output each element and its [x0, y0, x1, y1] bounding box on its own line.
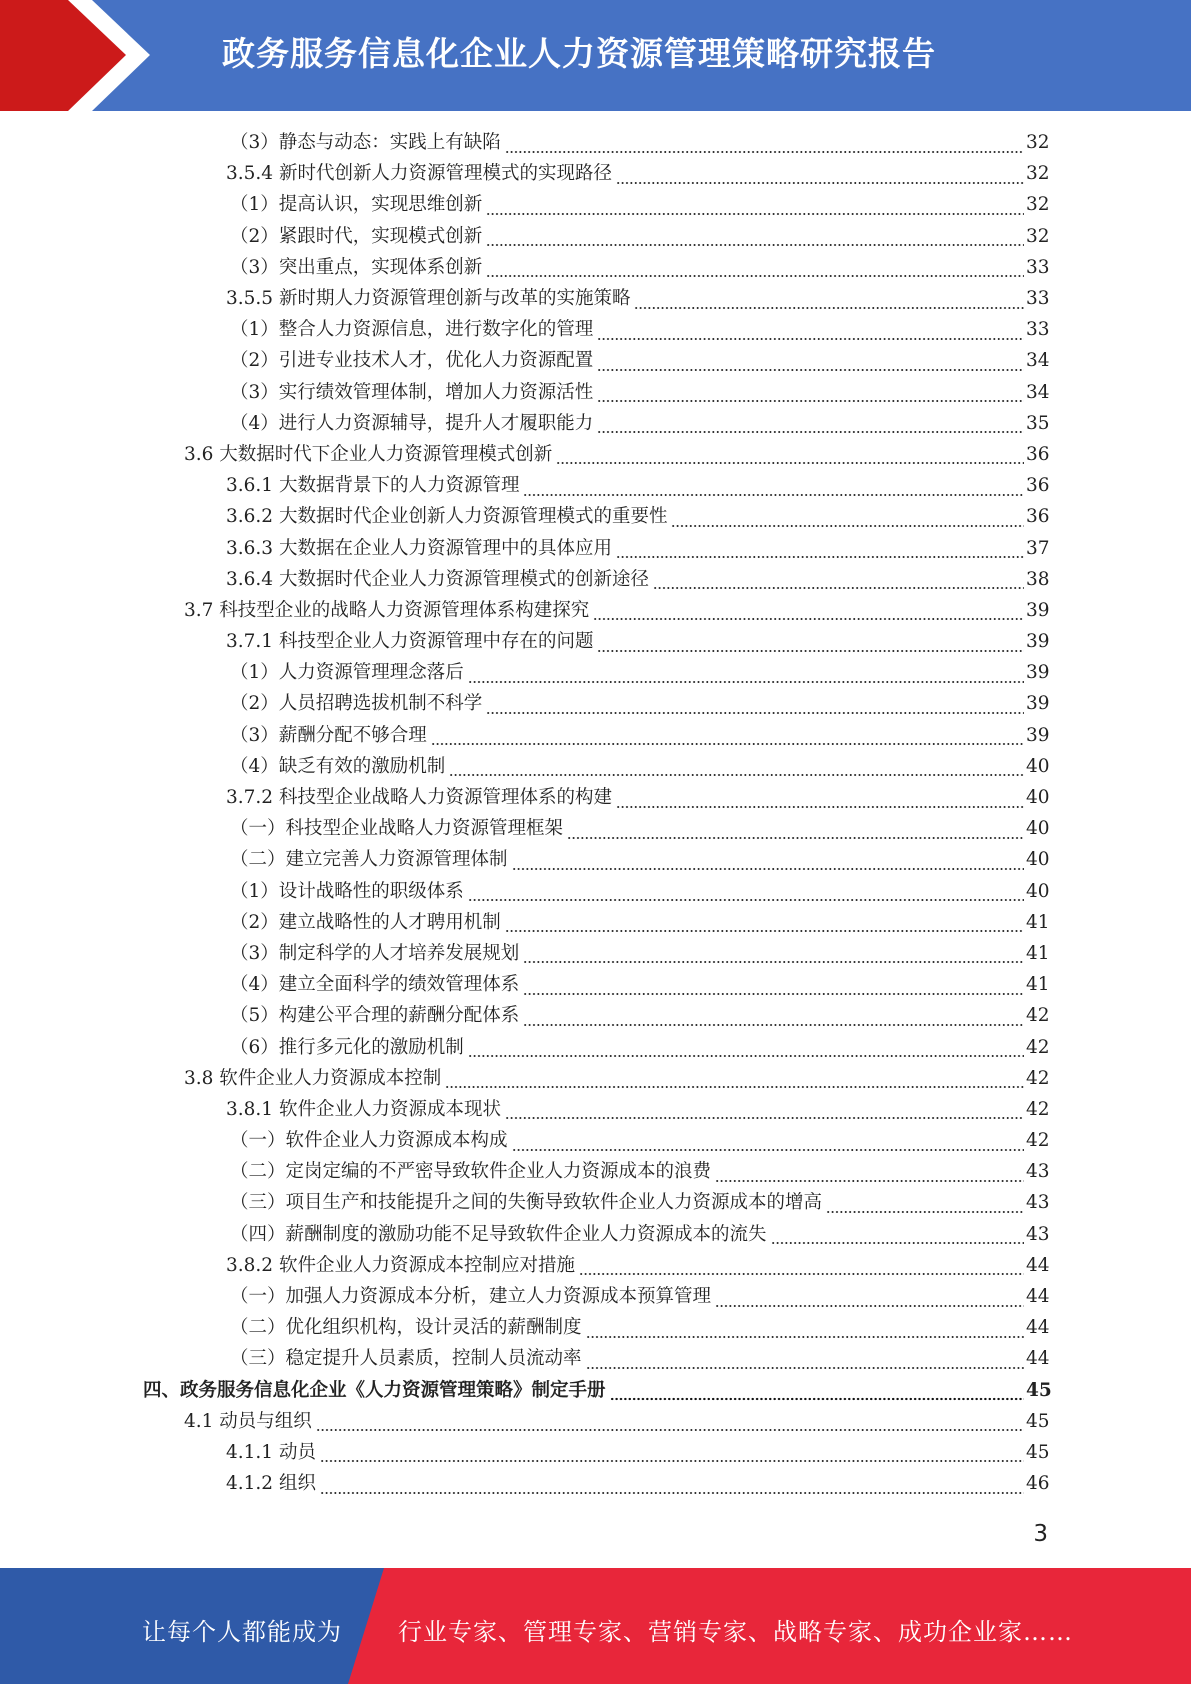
toc-entry-page: 37: [1026, 537, 1050, 559]
toc-entry-label: 四、政务服务信息化企业《人力资源管理策略》制定手册: [143, 1379, 606, 1401]
toc-leader-dots: [567, 820, 1024, 840]
toc-entry[interactable]: [0, 127, 1048, 158]
toc-entry[interactable]: [0, 283, 1048, 314]
toc-leader-dots: [671, 508, 1024, 528]
toc-entry[interactable]: [0, 1063, 1048, 1094]
toc-leader-dots: [616, 789, 1024, 809]
toc-leader-dots: [597, 383, 1024, 403]
toc-entry-label: （3）突出重点，实现体系创新: [230, 256, 483, 278]
toc-entry[interactable]: [0, 532, 1048, 563]
toc-entry-page: 42: [1026, 1130, 1050, 1152]
toc-entry-label: （4）进行人力资源辅导，提升人才履职能力: [230, 412, 594, 434]
toc-leader-dots: [505, 134, 1024, 154]
toc-entry[interactable]: [0, 1125, 1048, 1156]
toc-entry[interactable]: [0, 1156, 1048, 1187]
toc-entry-page: 44: [1026, 1348, 1050, 1370]
toc-entry-label: （6）推行多元化的激励机制: [230, 1036, 464, 1058]
toc-entry-label: 3.6 大数据时代下企业人力资源管理模式创新: [184, 443, 553, 465]
toc-entry[interactable]: [0, 439, 1048, 470]
toc-entry-page: 39: [1026, 724, 1050, 746]
toc-entry-label: 3.6.3 大数据在企业人力资源管理中的具体应用: [226, 537, 612, 559]
toc-entry-label: （1）整合人力资源信息，进行数字化的管理: [230, 319, 594, 341]
toc-entry-label: （5）构建公平合理的薪酬分配体系: [230, 1005, 520, 1027]
toc-entry-label: 3.6.2 大数据时代企业创新人力资源管理模式的重要性: [226, 506, 668, 528]
toc-entry-page: 32: [1026, 132, 1050, 154]
toc-entry-page: 43: [1026, 1192, 1050, 1214]
toc-leader-dots: [486, 695, 1024, 715]
toc-entry-page: 46: [1026, 1473, 1050, 1495]
toc-entry-label: （2）紧跟时代，实现模式创新: [230, 225, 483, 247]
toc-entry[interactable]: [0, 1250, 1048, 1281]
toc-entry-label: （二）建立完善人力资源管理体制: [230, 849, 508, 871]
toc-entry-label: 3.8.1 软件企业人力资源成本现状: [226, 1098, 501, 1120]
toc-entry-page: 45: [1026, 1379, 1052, 1401]
toc-entry-label: （一）科技型企业战略人力资源管理框架: [230, 818, 564, 840]
toc-entry[interactable]: [0, 252, 1048, 283]
toc-entry-page: 45: [1026, 1410, 1050, 1432]
document-title: 政务服务信息化企业人力资源管理策略研究报告: [222, 34, 936, 73]
toc-entry-label: （3）实行绩效管理体制，增加人力资源活性: [230, 381, 594, 403]
toc-entry-page: 35: [1026, 412, 1050, 434]
toc-entry[interactable]: [0, 969, 1048, 1000]
toc-entry-label: 3.5.5 新时期人力资源管理创新与改革的实施策略: [226, 288, 631, 310]
footer-banner: [0, 1568, 1191, 1684]
toc-leader-dots: [316, 1412, 1024, 1432]
header-banner: [0, 0, 1191, 111]
toc-entry-label: （三）稳定提升人员素质，控制人员流动率: [230, 1348, 582, 1370]
toc-entry-label: （一）加强人力资源成本分析，建立人力资源成本预算管理: [230, 1286, 712, 1308]
toc-entry-label: （四）薪酬制度的激励功能不足导致软件企业人力资源成本的流失: [230, 1223, 767, 1245]
toc-entry-page: 33: [1026, 288, 1050, 310]
toc-entry[interactable]: [0, 844, 1048, 875]
toc-leader-dots: [523, 1007, 1024, 1027]
toc-entry-page: 33: [1026, 319, 1050, 341]
toc-entry-label: （3）静态与动态：实践上有缺陷: [230, 132, 501, 154]
toc-entry-label: （1）设计战略性的职级体系: [230, 880, 464, 902]
toc-entry[interactable]: [0, 1406, 1048, 1437]
toc-leader-dots: [320, 1443, 1024, 1463]
toc-entry-page: 40: [1026, 849, 1050, 871]
toc-entry-label: （3）薪酬分配不够合理: [230, 724, 427, 746]
toc-leader-dots: [512, 1132, 1024, 1152]
toc-entry-label: （2）建立战略性的人才聘用机制: [230, 911, 501, 933]
toc-entry-label: 3.7.1 科技型企业人力资源管理中存在的问题: [226, 631, 594, 653]
toc-leader-dots: [486, 227, 1024, 247]
toc-leader-dots: [610, 1381, 1024, 1401]
toc-entry-page: 38: [1026, 568, 1050, 590]
toc-leader-dots: [616, 539, 1024, 559]
toc-entry[interactable]: [0, 1312, 1048, 1343]
toc-entry-label: （1）提高认识，实现思维创新: [230, 194, 483, 216]
toc-entry-page: 33: [1026, 256, 1050, 278]
toc-entry[interactable]: [0, 1343, 1048, 1374]
toc-entry-label: （一）软件企业人力资源成本构成: [230, 1130, 508, 1152]
toc-entry-label: 3.6.1 大数据背景下的人力资源管理: [226, 475, 520, 497]
toc-entry-label: 4.1.2 组织: [226, 1473, 316, 1495]
toc-leader-dots: [597, 352, 1024, 372]
toc-entry[interactable]: [0, 1000, 1048, 1031]
toc-leader-dots: [593, 601, 1024, 621]
toc-entry-page: 34: [1026, 350, 1050, 372]
toc-entry[interactable]: [0, 595, 1048, 626]
toc-entry[interactable]: [0, 377, 1048, 408]
toc-entry[interactable]: [0, 221, 1048, 252]
toc-entry-page: 41: [1026, 911, 1050, 933]
toc-entry-page: 40: [1026, 787, 1050, 809]
toc-entry[interactable]: [0, 1187, 1048, 1218]
toc-entry[interactable]: [0, 782, 1048, 813]
toc-leader-dots: [715, 1163, 1024, 1183]
toc-entry-page: 32: [1026, 225, 1050, 247]
toc-leader-dots: [597, 633, 1024, 653]
toc-entry-page: 36: [1026, 443, 1050, 465]
toc-leader-dots: [468, 882, 1024, 902]
toc-entry-page: 32: [1026, 194, 1050, 216]
toc-leader-dots: [523, 477, 1024, 497]
toc-entry-label: 4.1.1 动员: [226, 1441, 316, 1463]
toc-leader-dots: [523, 976, 1024, 996]
toc-entry[interactable]: [0, 189, 1048, 220]
toc-leader-dots: [579, 1256, 1024, 1276]
toc-entry[interactable]: [0, 1281, 1048, 1312]
toc-leader-dots: [505, 913, 1024, 933]
toc-leader-dots: [556, 445, 1024, 465]
toc-leader-dots: [486, 196, 1024, 216]
toc-entry-page: 44: [1026, 1254, 1050, 1276]
toc-entry[interactable]: [0, 314, 1048, 345]
toc-entry[interactable]: [0, 876, 1048, 907]
toc-entry[interactable]: [0, 470, 1048, 501]
toc-entry-label: （三）项目生产和技能提升之间的失衡导致软件企业人力资源成本的增高: [230, 1192, 823, 1214]
toc-entry-page: 43: [1026, 1161, 1050, 1183]
toc-entry-page: 42: [1026, 1098, 1050, 1120]
toc-entry[interactable]: [0, 720, 1048, 751]
toc-entry-page: 36: [1026, 475, 1050, 497]
toc-entry-label: （2）人员招聘选拔机制不科学: [230, 693, 483, 715]
toc-entry[interactable]: [0, 1375, 1052, 1406]
toc-entry-page: 42: [1026, 1036, 1050, 1058]
toc-entry-page: 42: [1026, 1067, 1050, 1089]
toc-entry-label: 3.5.4 新时代创新人力资源管理模式的实现路径: [226, 163, 612, 185]
toc-entry-page: 44: [1026, 1317, 1050, 1339]
toc-entry-label: 3.8.2 软件企业人力资源成本控制应对措施: [226, 1254, 575, 1276]
page-number: 3: [1033, 1521, 1048, 1547]
toc-entry[interactable]: [0, 1437, 1048, 1468]
toc-entry-label: （3）制定科学的人才培养发展规划: [230, 942, 520, 964]
toc-entry-label: 3.7 科技型企业的战略人力资源管理体系构建探究: [184, 599, 590, 621]
toc-entry[interactable]: [0, 158, 1048, 189]
toc-entry-label: （二）优化组织机构，设计灵活的薪酬制度: [230, 1317, 582, 1339]
toc-leader-dots: [616, 165, 1024, 185]
toc-entry[interactable]: [0, 1031, 1048, 1062]
toc-leader-dots: [486, 258, 1024, 278]
toc-entry[interactable]: [0, 564, 1048, 595]
toc-entry-page: 39: [1026, 693, 1050, 715]
toc-leader-dots: [715, 1288, 1024, 1308]
toc-entry-label: 3.8 软件企业人力资源成本控制: [184, 1067, 442, 1089]
toc-leader-dots: [597, 321, 1024, 341]
toc-entry[interactable]: [0, 907, 1048, 938]
toc-entry-page: 45: [1026, 1441, 1050, 1463]
toc-entry[interactable]: [0, 1094, 1048, 1125]
toc-entry-label: （1）人力资源管理理念落后: [230, 662, 464, 684]
toc-entry-page: 41: [1026, 974, 1050, 996]
toc-entry[interactable]: [0, 657, 1048, 688]
toc-leader-dots: [653, 570, 1024, 590]
toc-entry[interactable]: [0, 688, 1048, 719]
footer-slogan-left: 让每个人都能成为: [142, 1618, 342, 1646]
toc-entry-page: 39: [1026, 599, 1050, 621]
toc-entry-page: 42: [1026, 1005, 1050, 1027]
toc-leader-dots: [431, 726, 1024, 746]
toc-leader-dots: [826, 1194, 1024, 1214]
toc-entry-page: 40: [1026, 880, 1050, 902]
toc-leader-dots: [468, 1038, 1024, 1058]
toc-entry[interactable]: [0, 938, 1048, 969]
toc-entry-label: （二）定岗定编的不严密导致软件企业人力资源成本的浪费: [230, 1161, 712, 1183]
toc-entry-label: 4.1 动员与组织: [184, 1410, 312, 1432]
toc-entry[interactable]: [0, 501, 1048, 532]
toc-entry[interactable]: [0, 626, 1048, 657]
toc-entry-page: 41: [1026, 942, 1050, 964]
toc-entry-page: 40: [1026, 818, 1050, 840]
toc-entry-page: 39: [1026, 662, 1050, 684]
footer-slogan-right: 行业专家、管理专家、营销专家、战略专家、成功企业家……: [398, 1618, 1073, 1646]
toc-leader-dots: [449, 757, 1024, 777]
toc-leader-dots: [320, 1475, 1024, 1495]
toc-leader-dots: [597, 414, 1024, 434]
toc-entry-page: 32: [1026, 163, 1050, 185]
toc-entry[interactable]: [0, 1468, 1048, 1499]
toc-leader-dots: [512, 851, 1024, 871]
toc-entry[interactable]: [0, 408, 1048, 439]
toc-entry-page: 40: [1026, 755, 1050, 777]
toc-entry-page: 36: [1026, 506, 1050, 528]
toc-entry-label: 3.7.2 科技型企业战略人力资源管理体系的构建: [226, 787, 612, 809]
chevron-arrow-icon: [0, 0, 160, 111]
toc-entry[interactable]: [0, 751, 1048, 782]
toc-entry-label: （4）缺乏有效的激励机制: [230, 755, 446, 777]
toc-leader-dots: [468, 664, 1024, 684]
toc-leader-dots: [523, 944, 1024, 964]
toc-entry-label: （2）引进专业技术人才，优化人力资源配置: [230, 350, 594, 372]
toc-leader-dots: [634, 290, 1024, 310]
toc-entry[interactable]: [0, 813, 1048, 844]
toc-leader-dots: [586, 1319, 1024, 1339]
toc-entry-page: 34: [1026, 381, 1050, 403]
toc-entry-page: 39: [1026, 631, 1050, 653]
toc-entry-page: 44: [1026, 1286, 1050, 1308]
table-of-contents: [0, 127, 1191, 1499]
toc-leader-dots: [586, 1350, 1024, 1370]
toc-entry[interactable]: [0, 345, 1048, 376]
toc-entry-page: 43: [1026, 1223, 1050, 1245]
toc-entry-label: （4）建立全面科学的绩效管理体系: [230, 974, 520, 996]
toc-entry-label: 3.6.4 大数据时代企业人力资源管理模式的创新途径: [226, 568, 649, 590]
toc-leader-dots: [445, 1069, 1024, 1089]
toc-leader-dots: [771, 1225, 1024, 1245]
toc-leader-dots: [505, 1100, 1024, 1120]
toc-entry[interactable]: [0, 1219, 1048, 1250]
